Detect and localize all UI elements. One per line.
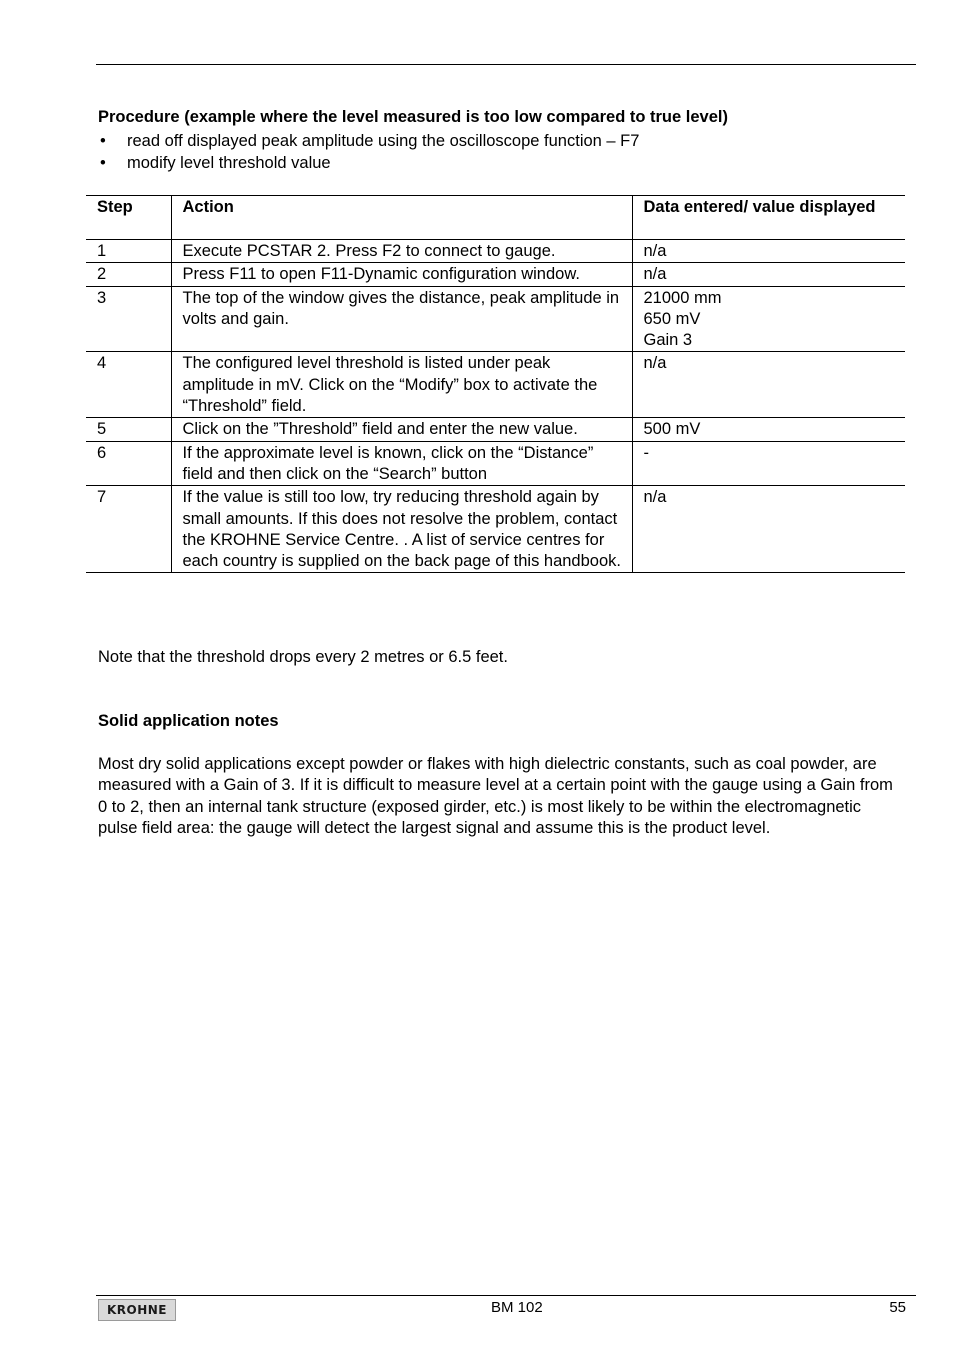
bullet-text: modify level threshold value [127,154,331,172]
action-cell: The configured level threshold is listed under peak amplitude in mV. Click on the “Modify” box to activate the “Threshold” field. [171,352,632,418]
action-cell: Press F11 to open F11-Dynamic configuration window. [171,263,632,286]
action-cell: Click on the ”Threshold” field and enter the new value. [171,418,632,441]
table-header-row [86,196,905,240]
data-value: Gain 3 [643,331,693,350]
data-value: n/a [643,265,667,284]
step-cell: 3 [86,286,171,352]
logo-text: KROHNE [106,1303,168,1317]
bullet-text: read off displayed peak amplitude using the oscilloscope function – F7 [127,132,640,150]
footer-rule [96,1295,916,1296]
krohne-logo [98,1299,176,1321]
solid-notes-paragraph: Most dry solid applications except powder or flakes with high dielectric constants, such as coal powder, are measured with a Gain of 3. If it is difficult to measure level at a certain point with the gauge using a Gain from 0 to 2, then an internal tank structure (exposed girder, etc.) is most likely to be within the electromagnetic pulse field area: the gauge will detect the largest signal and assume this is the product level. [98,755,893,838]
data-cell [632,418,905,441]
data-cell [632,240,905,263]
data-cell [632,352,905,418]
table-row [86,263,905,286]
column-header-data: Data entered/ value displayed [632,196,905,240]
data-cell [632,441,905,486]
table-row [86,240,905,263]
table-row [86,441,905,486]
step-cell: 6 [86,441,171,486]
data-value: n/a [643,354,667,373]
action-cell: If the value is still too low, try reducing threshold again by small amounts. If this does not resolve the problem, contact the KROHNE Service Centre. . A list of service centres for each country is supplied on the back page of this handbook. [171,486,632,573]
data-cell [632,486,905,573]
procedure-bullet-list [98,130,639,174]
data-value: - [643,443,649,462]
data-value: n/a [643,488,667,507]
data-cell [632,263,905,286]
action-cell: If the approximate level is known, click on the “Distance” field and then click on the “Search” button [171,441,632,486]
column-header-action: Action [171,196,632,240]
header-rule [96,64,916,65]
action-cell: Execute PCSTAR 2. Press F2 to connect to gauge. [171,240,632,263]
bullet-icon: • [100,132,106,150]
data-value: 21000 mm [643,288,722,307]
table-row [86,486,905,573]
data-value: 500 mV [643,420,701,439]
step-cell: 1 [86,240,171,263]
step-cell: 7 [86,486,171,573]
step-cell: 2 [86,263,171,286]
table-row [86,352,905,418]
data-value: 650 mV [643,309,701,328]
step-cell: 4 [86,352,171,418]
list-item [98,152,639,174]
table-row [86,286,905,352]
procedure-heading: Procedure (example where the level measured is too low compared to true level) [98,108,728,126]
solid-notes-heading: Solid application notes [98,712,279,730]
bullet-icon: • [100,154,106,172]
column-header-step: Step [86,196,171,240]
list-item [98,130,639,152]
threshold-note: Note that the threshold drops every 2 metres or 6.5 feet. [98,648,508,666]
data-cell [632,286,905,352]
page-number: 55 [889,1299,906,1316]
document-code: BM 102 [491,1299,543,1316]
data-value: n/a [643,242,667,260]
step-cell: 5 [86,418,171,441]
action-cell: The top of the window gives the distance, peak amplitude in volts and gain. [171,286,632,352]
table-row [86,418,905,441]
procedure-steps-table [86,195,905,573]
